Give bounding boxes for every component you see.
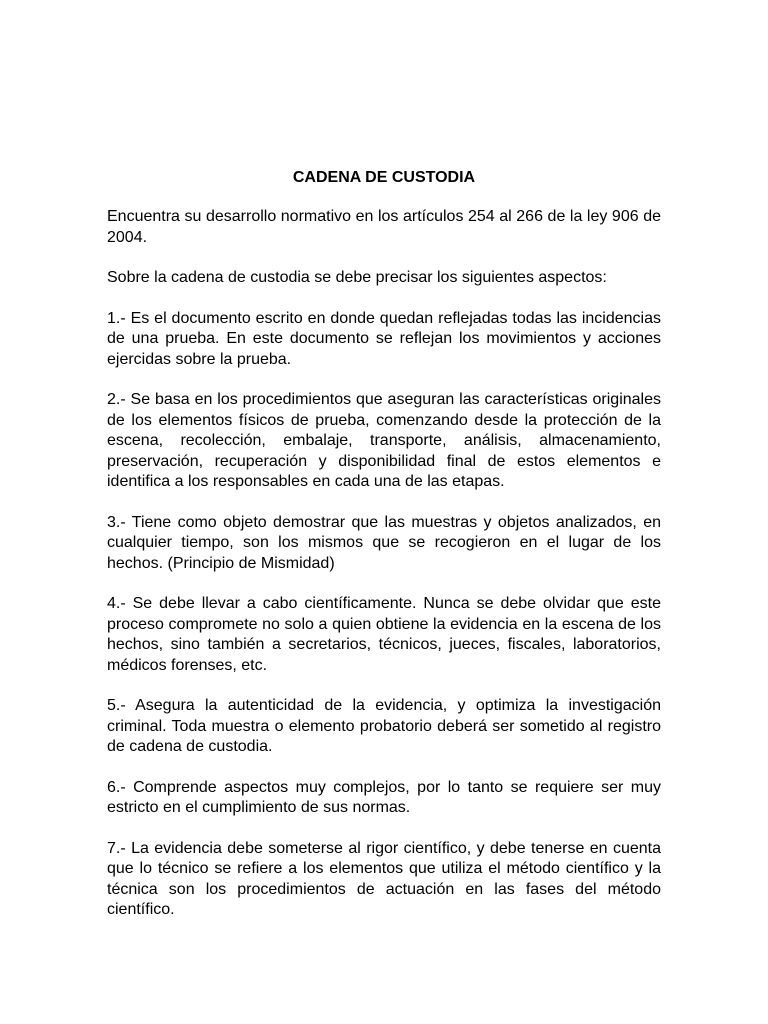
aspect-3-paragraph: 3.- Tiene como objeto demostrar que las muestras y objetos analizados, en cualquier tiempo, son los mismos que se recogieron en el lugar de los hechos. (Principio de Mismidad) bbox=[107, 513, 661, 572]
document-title: CADENA DE CUSTODIA bbox=[292, 169, 476, 186]
document-body bbox=[107, 207, 661, 941]
aspect-5-paragraph: 5.- Asegura la autenticidad de la evidencia, y optimiza la investigación criminal. Toda muestra o elemento probatorio deberá ser sometido al registro de cadena de custodia. bbox=[107, 697, 661, 755]
aspect-7-paragraph: 7.- La evidencia debe someterse al rigor científico, y debe tenerse en cuenta que lo técnico se refiere a los elementos que utiliza el método científico y la técnica son los procedimientos de actuación en las fases del método científico. bbox=[107, 839, 661, 918]
aspect-4-paragraph: 4.- Se debe llevar a cabo científicamente. Nunca se debe olvidar que este proceso compromete no solo a quien obtiene la evidencia en la escena de los hechos, sino también a secretarios, técnicos, jueces, fiscales, laboratorios, médicos forenses, etc. bbox=[107, 595, 661, 674]
aspect-1-paragraph: 1.- Es el documento escrito en donde quedan reflejadas todas las incidencias de una prueba. En este documento se reflejan los movimientos y acciones ejercidas sobre la prueba. bbox=[107, 309, 661, 368]
aspect-2-paragraph: 2.- Se basa en los procedimientos que aseguran las características originales de los elementos físicos de prueba, comenzando desde la protección de la escena, recolección, embalaje, transporte, análisis, almacenamiento, preservación, recuperación y disponibilidad final de estos elementos e identifica a los responsables en cada una de las etapas. bbox=[107, 391, 661, 490]
aspect-6-paragraph: 6.- Comprende aspectos muy complejos, por lo tanto se requiere ser muy estricto en el cumplimiento de sus normas. bbox=[107, 778, 661, 816]
intro-paragraph: Encuentra su desarrollo normativo en los artículos 254 al 266 de la ley 906 de 2004. bbox=[107, 208, 661, 246]
aspects-intro-paragraph: Sobre la cadena de custodia se debe precisar los siguientes aspectos: bbox=[107, 269, 607, 286]
